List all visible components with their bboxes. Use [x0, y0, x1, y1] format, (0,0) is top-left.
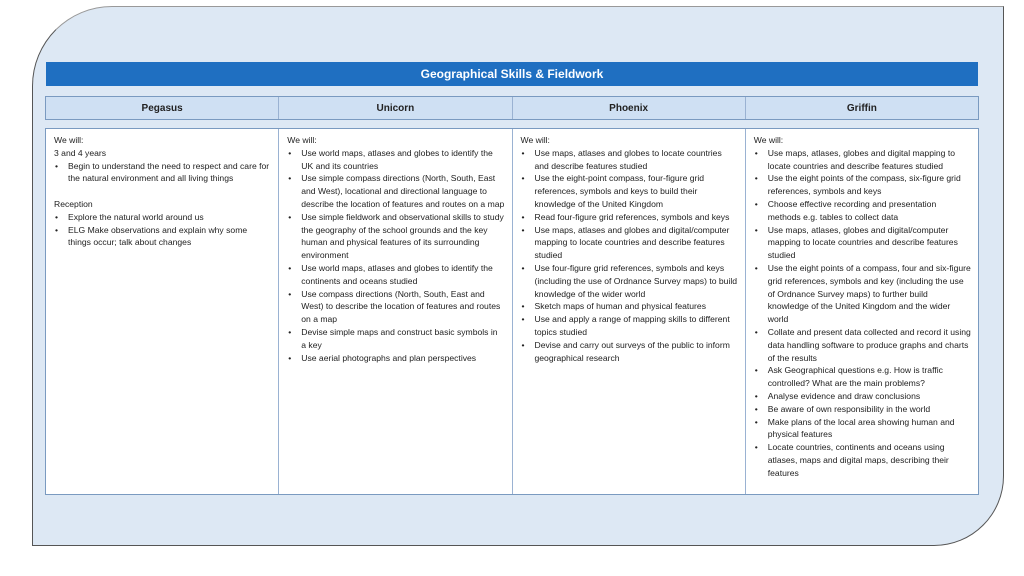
list-item: • Use four-figure grid references, symbols and keys (including the use of Ordnance Survey maps) to build knowledge of the wider world [535, 262, 738, 300]
list-item: • Be aware of own responsibility in the world [768, 403, 971, 416]
list-item: • Use maps, atlases, globes and digital mapping to locate countries and describe features studied [768, 147, 971, 173]
list-item: • Use compass directions (North, South, East and West) to describe the location of features and routes on a map [301, 288, 504, 326]
page-title: Geographical Skills & Fieldwork [46, 62, 978, 86]
header-pegasus: Pegasus [46, 97, 279, 119]
list-item: • Use the eight points of a compass, four and six-figure grid references, symbols and key (including the use of Ordnance Survey maps) to further build knowledge of the United Kingdom and the wider world [768, 262, 971, 326]
list-item: • ELG Make observations and explain why some things occur; talk about changes [68, 224, 271, 250]
pegasus-list-2 [54, 211, 271, 249]
unicorn-intro: We will: [287, 135, 317, 145]
skills-table [45, 128, 979, 495]
list-item: • Use the eight points of the compass, six-figure grid references, symbols and keys [768, 172, 971, 198]
phoenix-column [513, 129, 746, 494]
list-item: • Use maps, atlases and globes and digital/computer mapping to locate countries and describe features studied [535, 224, 738, 262]
pegasus-intro: We will: [54, 135, 84, 145]
list-item: • Use the eight-point compass, four-figure grid references, symbols and keys to build their knowledge of the United Kingdom [535, 172, 738, 210]
list-item: • Choose effective recording and presentation methods e.g. tables to collect data [768, 198, 971, 224]
list-item: • Use world maps, atlases and globes to identify the UK and its countries [301, 147, 504, 173]
list-item: • Use world maps, atlases and globes to identify the continents and oceans studied [301, 262, 504, 288]
list-item: • Explore the natural world around us [68, 211, 271, 224]
griffin-list [754, 147, 971, 480]
pegasus-reception: Reception [54, 198, 93, 209]
list-item: • Ask Geographical questions e.g. How is traffic controlled? What are the main problems? [768, 364, 971, 390]
list-item: • Begin to understand the need to respect and care for the natural environment and all living things [68, 160, 271, 186]
list-item: • Use simple fieldwork and observational skills to study the geography of the school grounds and the key human and physical features of its surrounding environment [301, 211, 504, 262]
list-item: • Devise simple maps and construct basic symbols in a key [301, 326, 504, 352]
list-item: • Use maps, atlases and globes to locate countries and describe features studied [535, 147, 738, 173]
header-griffin: Griffin [846, 102, 877, 114]
phoenix-intro: We will: [520, 135, 550, 145]
list-item: • Collate and present data collected and record it using data handling software to produce graphs and charts of the results [768, 326, 971, 364]
list-item: • Sketch maps of human and physical features [535, 300, 738, 313]
phoenix-list [521, 147, 738, 365]
list-item: • Read four-figure grid references, symbols and keys [535, 211, 738, 224]
list-item: • Use maps, atlases, globes and digital/computer mapping to locate countries and describe features studied [768, 224, 971, 262]
header-unicorn: Unicorn [279, 97, 512, 119]
griffin-column [746, 129, 978, 494]
unicorn-column [279, 129, 512, 494]
griffin-intro: We will: [753, 135, 784, 145]
list-item: • Make plans of the local area showing human and physical features [768, 416, 971, 442]
list-item: • Use simple compass directions (North, South, East and West), locational and directional language to describe the location of features and routes on a map [301, 172, 504, 210]
unicorn-list [287, 147, 504, 365]
pegasus-list-1 [54, 160, 271, 186]
pegasus-age: 3 and 4 years [54, 147, 107, 158]
list-item: • Devise and carry out surveys of the public to inform geographical research [535, 339, 738, 365]
list-item: • Analyse evidence and draw conclusions [768, 390, 971, 403]
list-item: • Locate countries, continents and oceans using atlases, maps and digital maps, describing their features [768, 441, 971, 479]
column-header-row [45, 96, 979, 120]
list-item: • Use and apply a range of mapping skills to different topics studied [535, 313, 738, 339]
header-phoenix: Phoenix [513, 97, 746, 119]
pegasus-column [46, 129, 279, 494]
list-item: • Use aerial photographs and plan perspectives [301, 352, 504, 365]
